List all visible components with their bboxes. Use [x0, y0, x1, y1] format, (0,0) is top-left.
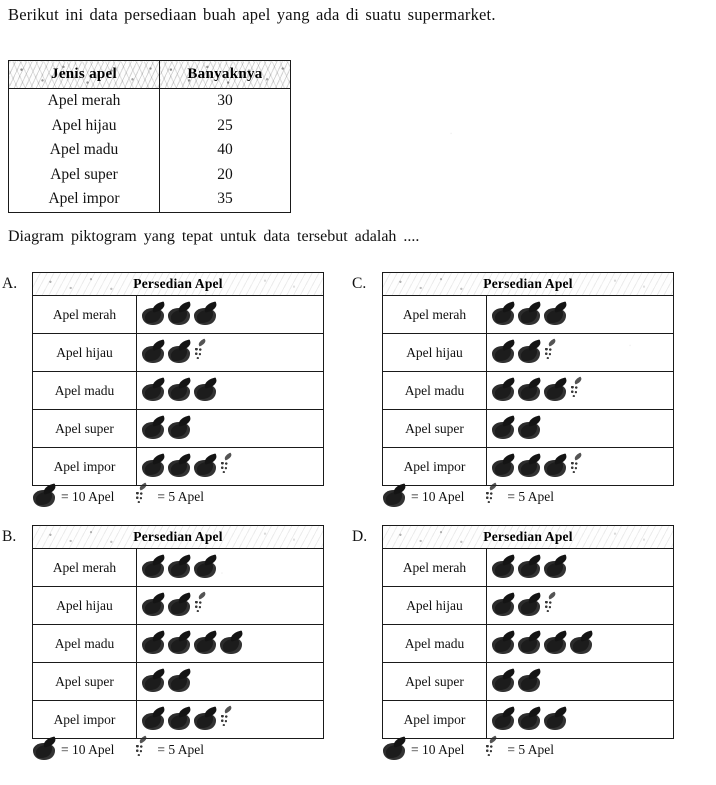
apple-icon — [141, 417, 166, 440]
pictogram-row-label: Apel madu — [33, 372, 137, 409]
apple-icon — [167, 708, 192, 731]
apple-icon — [543, 455, 568, 478]
legend-full-text: = 10 Apel — [61, 741, 115, 757]
apple-icon — [491, 341, 516, 364]
legend-half-text: = 5 Apel — [157, 741, 204, 757]
pictogram-row-label: Apel super — [383, 663, 487, 700]
apple-icon — [543, 556, 568, 579]
apple-icon — [543, 379, 568, 402]
pictogram-row — [33, 663, 323, 701]
question-text: Diagram piktogram yang tepat untuk data tersebut adalah .... — [8, 228, 420, 245]
half-apple-icon — [484, 485, 503, 508]
cell-banyaknya: 35 — [160, 187, 291, 212]
apple-icon — [491, 455, 516, 478]
apple-icon — [517, 379, 542, 402]
apple-icon — [193, 303, 218, 326]
apple-icon — [517, 303, 542, 326]
apple-icon — [382, 485, 407, 508]
legend-full-text: = 10 Apel — [61, 488, 115, 504]
half-apple-icon — [543, 594, 562, 617]
pictogram-row-label: Apel madu — [383, 372, 487, 409]
apple-icon — [543, 303, 568, 326]
apple-icon — [491, 670, 516, 693]
pictogram-row — [383, 448, 673, 485]
pictogram-table — [32, 525, 324, 739]
pictogram-row-icons — [487, 296, 673, 333]
pictogram-row — [33, 625, 323, 663]
pictogram-legend — [382, 738, 556, 761]
pictogram-row-icons — [487, 625, 673, 662]
pictogram-row-label: Apel madu — [383, 625, 487, 662]
apple-stock-table — [8, 60, 291, 213]
cell-jenis-apel: Apel hijau — [9, 114, 160, 139]
half-apple-icon — [484, 738, 503, 761]
legend-full-text: = 10 Apel — [411, 488, 465, 504]
pictogram-row-icons — [137, 334, 323, 371]
pictogram-row — [383, 410, 673, 448]
pictogram-row-icons — [137, 448, 323, 485]
option-letter: B. — [2, 528, 17, 545]
apple-icon — [517, 632, 542, 655]
cell-jenis-apel: Apel merah — [9, 89, 160, 114]
pictogram-row — [383, 625, 673, 663]
pictogram-row — [33, 448, 323, 485]
table-header-row — [9, 61, 291, 89]
pictogram-row-label: Apel hijau — [33, 587, 137, 624]
pictogram-table — [382, 272, 674, 486]
pictogram-title: Persedian Apel — [33, 526, 323, 549]
half-apple-icon — [569, 455, 588, 478]
apple-icon — [491, 417, 516, 440]
apple-icon — [517, 341, 542, 364]
pictogram-row-icons — [487, 549, 673, 586]
pictogram-row-label: Apel hijau — [33, 334, 137, 371]
column-header-banyaknya: Banyaknya — [160, 61, 291, 89]
option-letter: D. — [352, 528, 368, 545]
pictogram-row-label: Apel impor — [383, 448, 487, 485]
intro-text: Berikut ini data persediaan buah apel yang ada di suatu supermarket. — [8, 5, 496, 24]
apple-icon — [193, 708, 218, 731]
apple-icon — [491, 594, 516, 617]
pictogram-row-icons — [487, 587, 673, 624]
pictogram-row-label: Apel madu — [33, 625, 137, 662]
apple-icon — [141, 670, 166, 693]
apple-icon — [167, 556, 192, 579]
apple-icon — [491, 708, 516, 731]
apple-icon — [32, 485, 57, 508]
pictogram-row-label: Apel super — [33, 663, 137, 700]
pictogram-row — [33, 549, 323, 587]
pictogram-row-label: Apel super — [383, 410, 487, 447]
table-body — [9, 89, 291, 213]
cell-banyaknya: 20 — [160, 163, 291, 188]
half-apple-icon — [193, 341, 212, 364]
half-apple-icon — [219, 455, 238, 478]
pictogram-legend — [32, 485, 206, 508]
pictogram-row-label: Apel hijau — [383, 587, 487, 624]
pictogram-row-label: Apel impor — [383, 701, 487, 738]
apple-icon — [141, 594, 166, 617]
apple-icon — [167, 594, 192, 617]
pictogram-table — [382, 525, 674, 739]
apple-icon — [543, 632, 568, 655]
apple-icon — [141, 379, 166, 402]
pictogram-row-icons — [487, 663, 673, 700]
apple-icon — [167, 341, 192, 364]
pictogram-row-icons — [487, 410, 673, 447]
pictogram-title: Persedian Apel — [383, 273, 673, 296]
pictogram-row-icons — [487, 448, 673, 485]
option-letter: C. — [352, 275, 367, 292]
apple-icon — [491, 303, 516, 326]
pictogram-row — [33, 296, 323, 334]
pictogram-row — [33, 372, 323, 410]
apple-icon — [193, 556, 218, 579]
pictogram-row — [33, 334, 323, 372]
pictogram-row-icons — [137, 296, 323, 333]
legend-half-text: = 5 Apel — [507, 741, 554, 757]
cell-banyaknya: 25 — [160, 114, 291, 139]
pictogram-row — [383, 372, 673, 410]
pictogram-row-label: Apel hijau — [383, 334, 487, 371]
table-row — [9, 138, 291, 163]
pictogram-row-label: Apel merah — [383, 296, 487, 333]
pictogram-title: Persedian Apel — [383, 526, 673, 549]
pictogram-row-label: Apel impor — [33, 701, 137, 738]
apple-icon — [517, 455, 542, 478]
half-apple-icon — [134, 485, 153, 508]
pictogram-row-icons — [137, 410, 323, 447]
cell-banyaknya: 40 — [160, 138, 291, 163]
apple-icon — [141, 556, 166, 579]
half-apple-icon — [569, 379, 588, 402]
apple-icon — [193, 455, 218, 478]
half-apple-icon — [193, 594, 212, 617]
table-row — [9, 89, 291, 114]
apple-icon — [193, 632, 218, 655]
apple-icon — [167, 632, 192, 655]
pictogram-row-icons — [487, 372, 673, 409]
pictogram-row-label: Apel merah — [383, 549, 487, 586]
pictogram-row — [383, 701, 673, 738]
apple-icon — [517, 708, 542, 731]
table-row — [9, 114, 291, 139]
pictogram-row-icons — [487, 701, 673, 738]
pictogram-row — [383, 334, 673, 372]
pictogram-row — [383, 549, 673, 587]
cell-jenis-apel: Apel madu — [9, 138, 160, 163]
pictogram-row-label: Apel impor — [33, 448, 137, 485]
pictogram-row-icons — [487, 334, 673, 371]
apple-icon — [32, 738, 57, 761]
apple-icon — [491, 556, 516, 579]
pictogram-row-label: Apel super — [33, 410, 137, 447]
pictogram-row-icons — [137, 549, 323, 586]
pictogram-legend — [382, 485, 556, 508]
apple-icon — [517, 417, 542, 440]
apple-icon — [141, 455, 166, 478]
pictogram-row — [33, 701, 323, 738]
pictogram-row — [383, 587, 673, 625]
cell-jenis-apel: Apel impor — [9, 187, 160, 212]
apple-icon — [491, 632, 516, 655]
half-apple-icon — [543, 341, 562, 364]
cell-banyaknya: 30 — [160, 89, 291, 114]
column-header-jenis-apel: Jenis apel — [9, 61, 160, 89]
half-apple-icon — [134, 738, 153, 761]
pictogram-row — [383, 296, 673, 334]
apple-icon — [517, 594, 542, 617]
apple-icon — [167, 379, 192, 402]
apple-icon — [569, 632, 594, 655]
apple-icon — [491, 379, 516, 402]
pictogram-row-icons — [137, 701, 323, 738]
legend-full-text: = 10 Apel — [411, 741, 465, 757]
pictogram-legend — [32, 738, 206, 761]
apple-icon — [167, 455, 192, 478]
pictogram-row-icons — [137, 587, 323, 624]
legend-half-text: = 5 Apel — [507, 488, 554, 504]
pictogram-row-icons — [137, 663, 323, 700]
pictogram-title: Persedian Apel — [33, 273, 323, 296]
apple-icon — [193, 379, 218, 402]
apple-icon — [141, 341, 166, 364]
option-letter: A. — [2, 275, 18, 292]
pictogram-table — [32, 272, 324, 486]
apple-icon — [517, 670, 542, 693]
pictogram-row — [33, 587, 323, 625]
apple-icon — [167, 670, 192, 693]
pictogram-row — [383, 663, 673, 701]
pictogram-row-label: Apel merah — [33, 296, 137, 333]
table-row — [9, 187, 291, 212]
apple-icon — [141, 708, 166, 731]
apple-icon — [141, 632, 166, 655]
legend-half-text: = 5 Apel — [157, 488, 204, 504]
apple-icon — [382, 738, 407, 761]
pictogram-row-icons — [137, 625, 323, 662]
cell-jenis-apel: Apel super — [9, 163, 160, 188]
apple-icon — [167, 303, 192, 326]
apple-icon — [141, 303, 166, 326]
table-row — [9, 163, 291, 188]
pictogram-row-label: Apel merah — [33, 549, 137, 586]
apple-icon — [543, 708, 568, 731]
apple-icon — [167, 417, 192, 440]
apple-icon — [517, 556, 542, 579]
half-apple-icon — [219, 708, 238, 731]
pictogram-row — [33, 410, 323, 448]
pictogram-row-icons — [137, 372, 323, 409]
apple-icon — [219, 632, 244, 655]
